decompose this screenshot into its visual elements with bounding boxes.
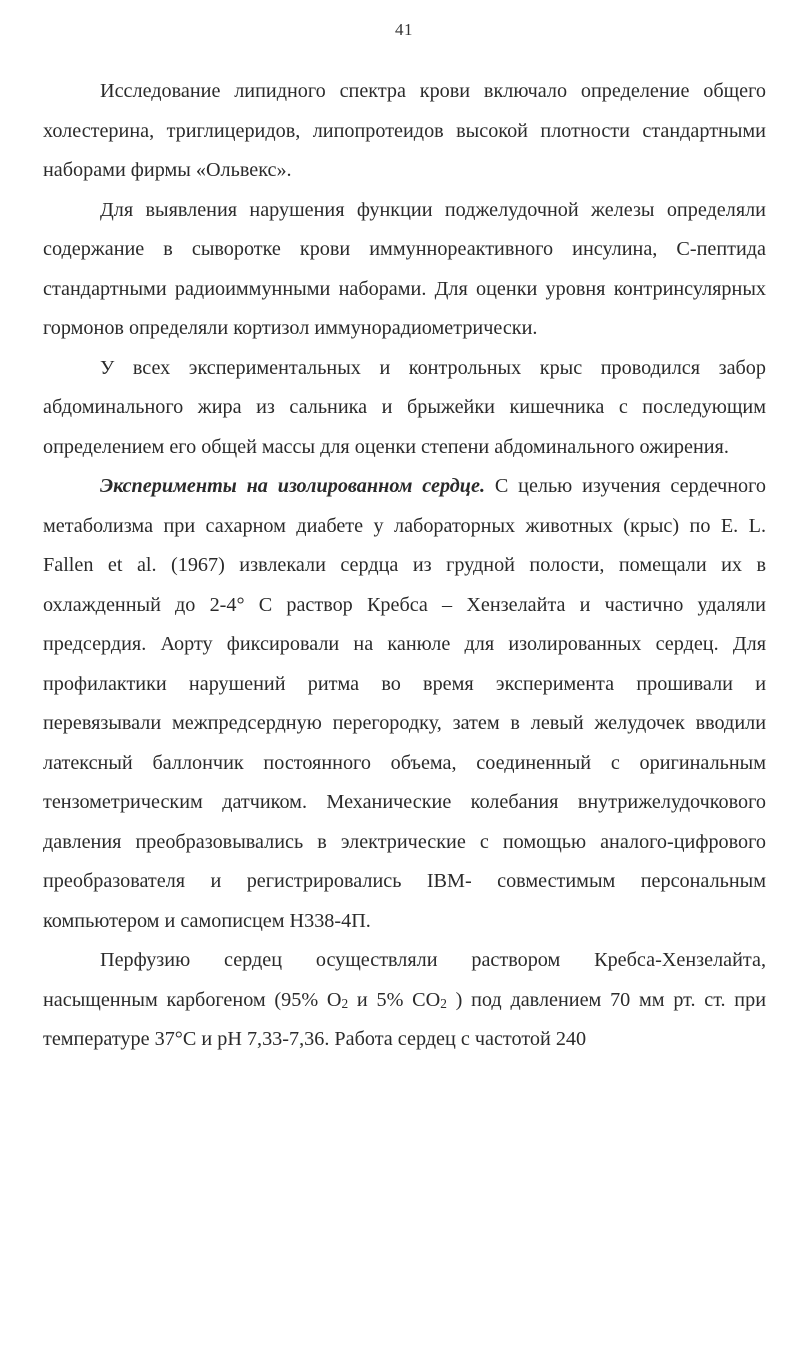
- co2-subscript: 2: [440, 995, 447, 1011]
- paragraph-perfusion: [43, 941, 766, 1060]
- page-number: 41: [395, 20, 413, 39]
- o2-subscript: 2: [341, 995, 349, 1011]
- section-heading-isolated-heart: Эксперименты на изолированном сердце.: [100, 475, 486, 497]
- paragraph-isolated-heart: [43, 467, 766, 941]
- paragraph-pancreas-function: Для выявления нарушения функции поджелудочной железы определяли содержание в сыворотке крови иммуннореактивного инсулина, С-пептида стандартными радиоиммунными наборами. Для оценки уровня контринсулярных гормонов определяли кортизол иммунорадиометрически.: [43, 198, 766, 339]
- perfusion-text-part1: Перфузию сердец осуществляли раствором Кребса-Хензелайта, насыщенным карбогеном (95% O: [43, 949, 766, 1011]
- perfusion-text-part2: и 5% CO: [348, 988, 441, 1011]
- paragraph-lipid-spectrum: Исследование липидного спектра крови включало определение общего холестерина, триглицеридов, липопротеидов высокой плотности стандартными наборами фирмы «Ольвекс».: [43, 80, 766, 181]
- paragraph-isolated-heart-text: С целью изучения сердечного метаболизма при сахарном диабете у лабораторных животных (крыс) по E. L. Fallen et al. (1967) извлекали сердца из грудной полости, помещали их в охлажденный до 2-4° С раствор Кребса – Хензелайта и частично удаляли предсердия. Аорту фиксировали на канюле для изолированных сердец. Для профилактики нарушений ритма во время эксперимента прошивали и перевязывали межпредсердную перегородку, затем в левый желудочек вводили латексный баллончик постоянного объема, соединенный с оригинальным тензометрическим датчиком. Механические колебания внутрижелудочкового давления преобразовывались в электрические с помощью аналого-цифрового преобразователя и регистрировались IBM- совместимым персональным компьютером и самописцем Н338-4П.: [43, 475, 767, 932]
- perfusion-text-part3: ) под давлением 70 мм рт. ст. при температуре 37°С и рН 7,33-7,36. Работа сердец с частотой 240: [43, 988, 767, 1050]
- paragraph-abdominal-fat: У всех экспериментальных и контрольных крыс проводился забор абдоминального жира из сальника и брыжейки кишечника с последующим определением его общей массы для оценки степени абдоминального ожирения.: [43, 356, 766, 458]
- body-text: [43, 72, 766, 1060]
